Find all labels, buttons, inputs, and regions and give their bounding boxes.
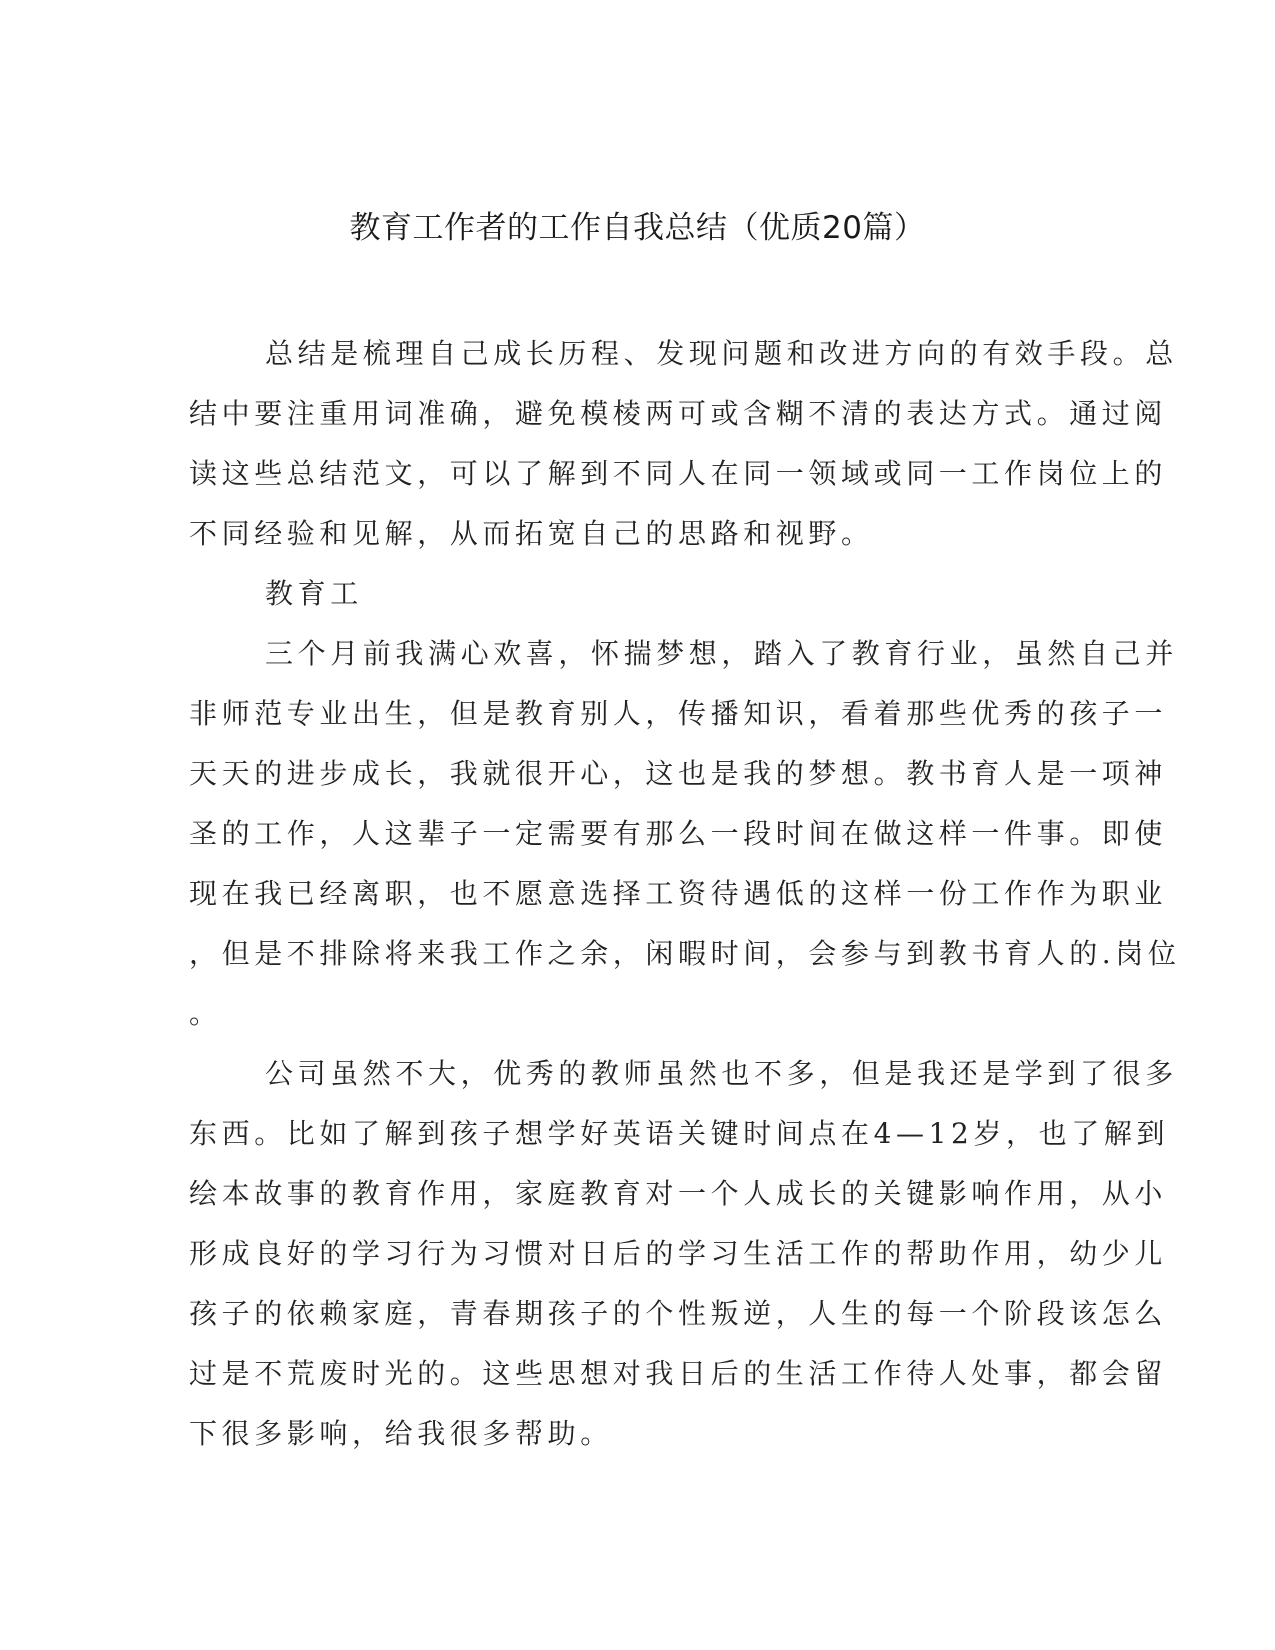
text-line: 结中要注重用词准确，避免模棱两可或含糊不清的表达方式。通过阅 [189, 397, 1168, 430]
text-line: 孩子的依赖家庭，青春期孩子的个性叛逆，人生的每一个阶段该怎么 [189, 1297, 1168, 1330]
document-title: 教育工作者的工作自我总结（优质20篇） [349, 210, 926, 246]
text-line: 不同经验和见解，从而拓宽自己的思路和视野。 [189, 517, 874, 550]
text-line: 总结是梳理自己成长历程、发现问题和改进方向的有效手段。总 [265, 337, 1178, 370]
text-line: 圣的工作，人这辈子一定需要有那么一段时间在做这样一件事。即使 [189, 817, 1168, 850]
text-line: 。 [189, 997, 222, 1030]
text-line: 形成良好的学习行为习惯对日后的学习生活工作的帮助作用，幼少儿 [189, 1237, 1168, 1270]
text-line: 非师范专业出生，但是教育别人，传播知识，看着那些优秀的孩子一 [189, 697, 1168, 730]
section-heading-line: 教育工 [265, 577, 363, 610]
text-line: 三个月前我满心欢喜，怀揣梦想，踏入了教育行业，虽然自己并 [265, 637, 1178, 670]
text-line: 天天的进步成长，我就很开心，这也是我的梦想。教书育人是一项神 [189, 757, 1168, 790]
text-line: 绘本故事的教育作用，家庭教育对一个人成长的关键影响作用，从小 [189, 1177, 1168, 1210]
text-line: 公司虽然不大，优秀的教师虽然也不多，但是我还是学到了很多 [265, 1057, 1178, 1090]
text-line: 东西。比如了解到孩子想学好英语关键时间点在4—12岁，也了解到 [189, 1117, 1170, 1150]
text-line: 读这些总结范文，可以了解到不同人在同一领域或同一工作岗位上的 [189, 457, 1168, 490]
text-line: 下很多影响，给我很多帮助。 [189, 1417, 613, 1450]
text-line: 过是不荒废时光的。这些思想对我日后的生活工作待人处事，都会留 [189, 1357, 1168, 1390]
text-line: 现在我已经离职，也不愿意选择工资待遇低的这样一份工作作为职业 [189, 877, 1168, 910]
text-line: ，但是不排除将来我工作之余，闲暇时间，会参与到教书育人的.岗位 [189, 937, 1181, 970]
document-body [189, 324, 1181, 1464]
